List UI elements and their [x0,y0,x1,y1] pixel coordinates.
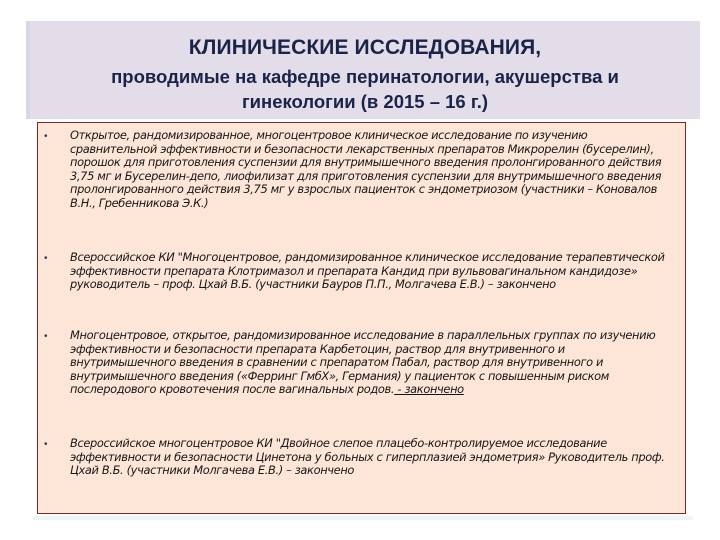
study-description: Открытое, рандомизированное, многоцентровое клиническое исследование по изучению сравнительной эффективности и безопасности лекарственных препаратов Микрорелин (бусерелин), порошок для приготовления суспензии для внутримышечного введения пролонгированного действия 3,75 мг и Бусерелин-депо, лиофилизат для приготовления суспензии для внутримышечного введения пролонгированного действия 3,75 мг у взрослых пациенток с эндометриозом (участники – Коновалов В.Н., Гребенникова Э.К.) [70,128,662,210]
bullet-icon: • [44,131,48,142]
header-panel [26,21,700,119]
study-description [70,329,670,397]
page-subtitle-line-1: проводимые на кафедре перинатологии, акушерства и [111,66,619,87]
study-status: - закончено [394,382,464,397]
studies-list-box [37,122,686,514]
study-description: Всероссийское многоцентровое КИ "Двойное слепое плацебо-контролируемое исследование эффективности и безопасности Цинетона у больных с гиперплазией эндометрия» Руководитель проф. Цхай В.Б. (участники Молгачева Е.В.) – закончено [70,436,665,478]
bullet-icon: • [44,331,48,342]
page-title: КЛИНИЧЕСКИЕ ИССЛЕДОВАНИЯ, [188,36,542,59]
page-subtitle-line-2: гинекологии (в 2015 – 16 г.) [241,91,489,112]
study-description-main: Многоцентровое, открытое, рандомизированное исследование в параллельных группах по изучению эффективности и безопасности препарата Карбетоцин, раствор для внутривенного и внутримышечного введения в сравнении с препаратом Пабал, раствор для внутривенного и внутримышечного введения («Ферринг ГмбХ», Германия) у пациенток с повышенным риском послеродового кровотечения после вагинальных родов. [70,328,656,397]
slide-bottom-edge [33,516,693,520]
study-description: Всероссийское КИ "Многоцентровое, рандомизированное клиническое исследование терапевтической эффективности препарата Клотримазол и препарата Кандид при вульвовагинальном кандидозе» руководитель – проф. Цхай В.Б. (участники Бауров П.П., Молгачева Е.В.) – закончено [70,250,665,292]
bullet-icon: • [44,253,48,264]
bullet-icon: • [44,439,48,450]
